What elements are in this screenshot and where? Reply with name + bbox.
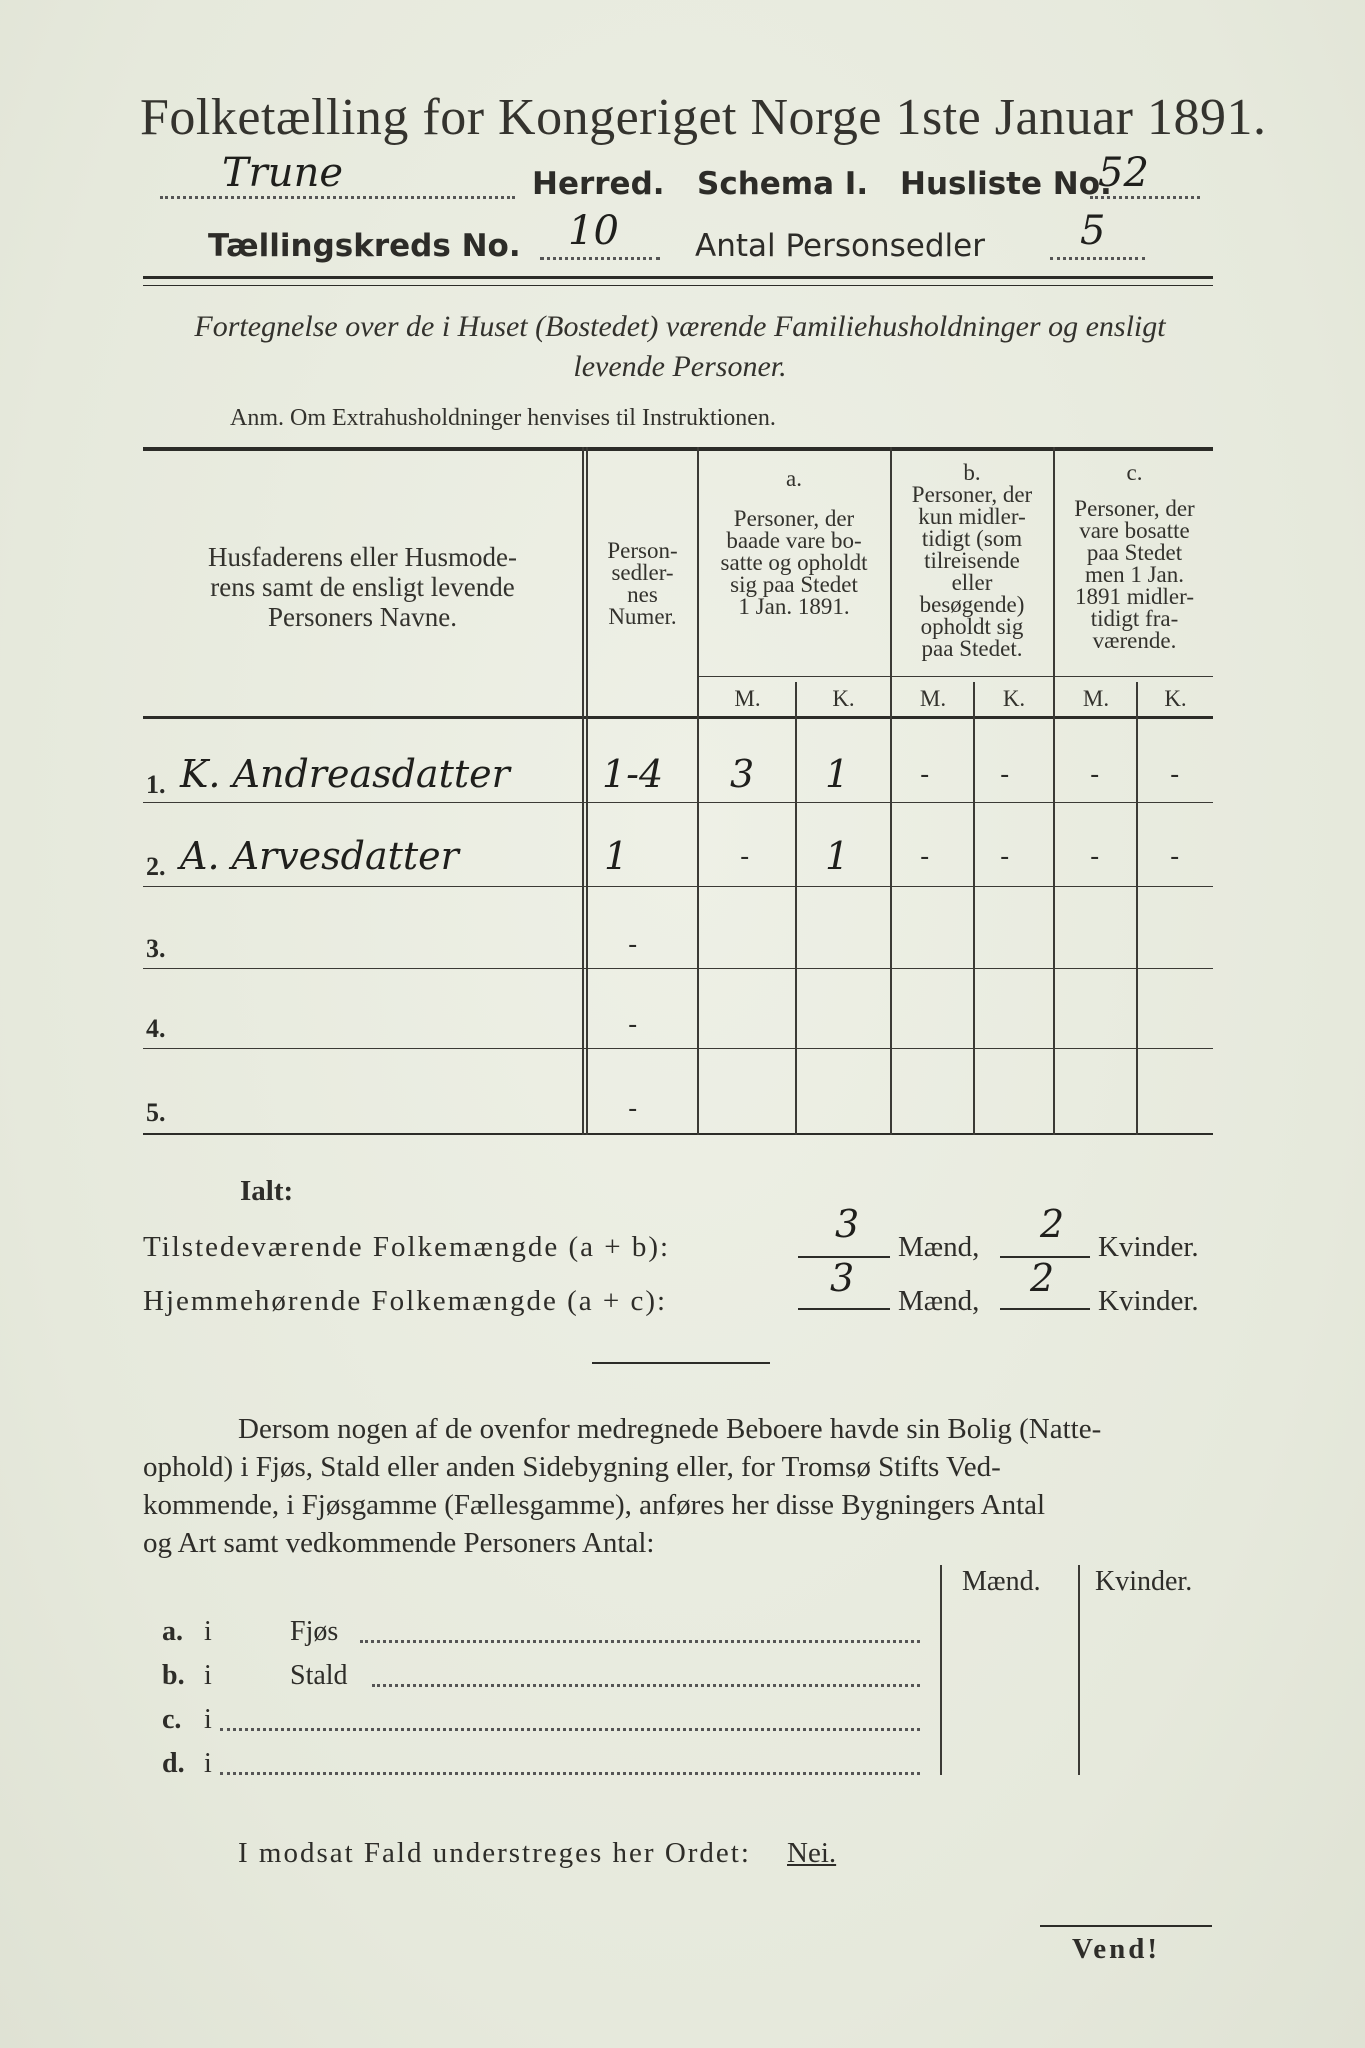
bolig-item-i: i — [204, 1748, 212, 1779]
mk-subheader-rule — [697, 676, 1213, 677]
bolig-item-i: i — [204, 1616, 212, 1647]
row-sedler: - — [628, 930, 638, 960]
modsat-text: I modsat Fald understreges her Ordet: — [238, 1837, 751, 1869]
intro-line2: levende Personer. — [573, 350, 787, 383]
schema-label: Schema I. — [697, 166, 869, 202]
kreds-dotline — [540, 257, 660, 260]
col-divider-names — [582, 447, 584, 1135]
bolig-item-label: Stald — [290, 1660, 348, 1691]
col-divider-names-2 — [586, 447, 588, 1135]
personsedler-dotline — [1050, 257, 1145, 260]
husliste-label: Husliste No. — [900, 166, 1112, 202]
row-number: 5. — [146, 1098, 166, 1127]
c-m-label: M. — [1082, 686, 1110, 711]
maend-word: Mænd, — [898, 1285, 980, 1317]
row-c-k: - — [1170, 760, 1180, 790]
col-divider-b — [1053, 447, 1055, 1135]
hjemme-kvinder-value: 2 — [1030, 1256, 1055, 1300]
hjemme-label: Hjemmehørende Folkemængde (a + c): — [143, 1285, 668, 1317]
bolig-dotline — [220, 1728, 920, 1731]
tilstede-label: Tilstedeværende Folkemængde (a + b): — [143, 1231, 671, 1263]
kvinder-word: Kvinder. — [1098, 1285, 1199, 1317]
b-k-label: K. — [1002, 686, 1026, 711]
col-a-header: a. Personer, der baade vare bo- satte og opholdt sig paa Stedet 1 Jan. 1891. — [720, 466, 868, 619]
row-c-m: - — [1090, 842, 1100, 872]
hjemme-kvinder-line — [1000, 1308, 1090, 1310]
col-names-header: Husfaderens eller Husmode- rens samt de ensligt levende Personers Navne. — [208, 542, 517, 632]
bolig-col-divider-1 — [940, 1565, 942, 1775]
section-divider — [592, 1362, 770, 1364]
intro-line1: Fortegnelse over de i Huset (Bostedet) værende Familiehusholdninger og ensligt — [194, 310, 1166, 343]
vend-rule — [1040, 1925, 1212, 1927]
hjemme-maend-line — [798, 1308, 890, 1310]
row-rule-2 — [143, 886, 1213, 887]
row-number: 3. — [146, 934, 166, 963]
row-b-k: - — [1000, 842, 1010, 872]
anm-note: Anm. Om Extrahusholdninger henvises til Instruktionen. — [230, 405, 776, 431]
a-k-label: K. — [832, 686, 855, 711]
col-divider-b-mk — [973, 682, 975, 1135]
col-divider-a — [890, 447, 892, 1135]
row-sedler: 1-4 — [602, 752, 664, 796]
bolig-item-label: Fjøs — [290, 1616, 339, 1647]
herred-value: Trune — [222, 150, 343, 196]
hjemme-maend-value: 3 — [830, 1256, 855, 1300]
row-c-k: - — [1170, 842, 1180, 872]
tilstede-maend-value: 3 — [835, 1202, 860, 1246]
row-number: 1. — [146, 770, 166, 799]
bolig-col-divider-2 — [1078, 1565, 1080, 1775]
bolig-item-letter: d. — [162, 1748, 185, 1779]
form-title: Folketælling for Kongeriget Norge 1ste Januar 1891. — [140, 89, 1267, 146]
c-k-label: K. — [1164, 686, 1187, 711]
tilstede-kvinder-value: 2 — [1040, 1202, 1065, 1246]
col-divider-num — [697, 447, 699, 1135]
row-a-k: 1 — [825, 752, 850, 796]
b-m-label: M. — [919, 686, 947, 711]
bolig-dotline — [220, 1772, 920, 1775]
row-c-m: - — [1090, 760, 1100, 790]
personsedler-value: 5 — [1080, 208, 1106, 254]
vend-label: Vend! — [1072, 1933, 1161, 1965]
bolig-maend-header: Mænd. — [962, 1566, 1041, 1597]
bolig-kvinder-header: Kvinder. — [1095, 1566, 1193, 1597]
bolig-item-letter: b. — [162, 1660, 185, 1691]
bolig-item-letter: c. — [162, 1704, 182, 1735]
row-rule-1 — [143, 802, 1213, 803]
row-b-m: - — [920, 842, 930, 872]
herred-dotline — [160, 196, 515, 199]
row-a-m: - — [740, 842, 750, 872]
col-divider-c-mk — [1136, 682, 1138, 1135]
row-number: 2. — [146, 852, 166, 881]
bolig-dotline — [360, 1640, 920, 1643]
husliste-value: 52 — [1098, 150, 1149, 196]
row-name: A. Arvesdatter — [180, 834, 459, 878]
row-sedler: - — [628, 1010, 638, 1040]
col-num-header: Person- sedler- nes Numer. — [607, 538, 678, 629]
kreds-label: Tællingskreds No. — [208, 228, 521, 264]
bolig-item-i: i — [204, 1704, 212, 1735]
bolig-item-letter: a. — [162, 1616, 183, 1647]
herred-label: Herred. — [532, 166, 665, 202]
bolig-item-i: i — [204, 1660, 212, 1691]
row-a-k: 1 — [825, 834, 850, 878]
husliste-dotline — [1090, 196, 1200, 199]
bolig-dotline — [372, 1684, 920, 1687]
row-a-m: 3 — [730, 752, 755, 796]
nei-word: Nei. — [787, 1837, 837, 1869]
row-b-m: - — [920, 760, 930, 790]
personsedler-label: Antal Personsedler — [695, 228, 985, 264]
kreds-value: 10 — [568, 208, 619, 254]
row-name: K. Andreasdatter — [180, 752, 510, 796]
header-rule-bottom — [143, 285, 1213, 286]
kvinder-word: Kvinder. — [1098, 1231, 1199, 1263]
bolig-paragraph: Dersom nogen af de ovenfor medregnede Beboere havde sin Bolig (Natte- ophold) i Fjøs, Stald eller anden Sidebygning eller, for Tromsø Stifts Ved- kommende, i Fjøsgamme (Fællesgamme), anføres her disse Bygningers Antal og Art samt vedkommende Personers Antal: — [143, 1413, 1102, 1559]
a-m-label: M. — [734, 686, 761, 711]
maend-word: Mænd, — [898, 1231, 980, 1263]
row-b-k: - — [1000, 760, 1010, 790]
row-sedler: 1 — [604, 834, 629, 878]
ialt-label: Ialt: — [240, 1175, 294, 1207]
header-rule-top — [143, 276, 1213, 279]
row-rule-4 — [143, 1048, 1213, 1049]
row-sedler: - — [628, 1094, 638, 1124]
col-divider-a-mk — [795, 682, 797, 1135]
col-b-header: b. Personer, der kun midler- tidigt (som tilreisende eller besøgende) opholdt sig paa Stedet. — [911, 460, 1033, 661]
col-c-header: c. Personer, der vare bosatte paa Stedet men 1 Jan. 1891 midler- tidigt fra- værende. — [1074, 460, 1195, 653]
row-number: 4. — [146, 1014, 166, 1043]
row-rule-3 — [143, 968, 1213, 969]
